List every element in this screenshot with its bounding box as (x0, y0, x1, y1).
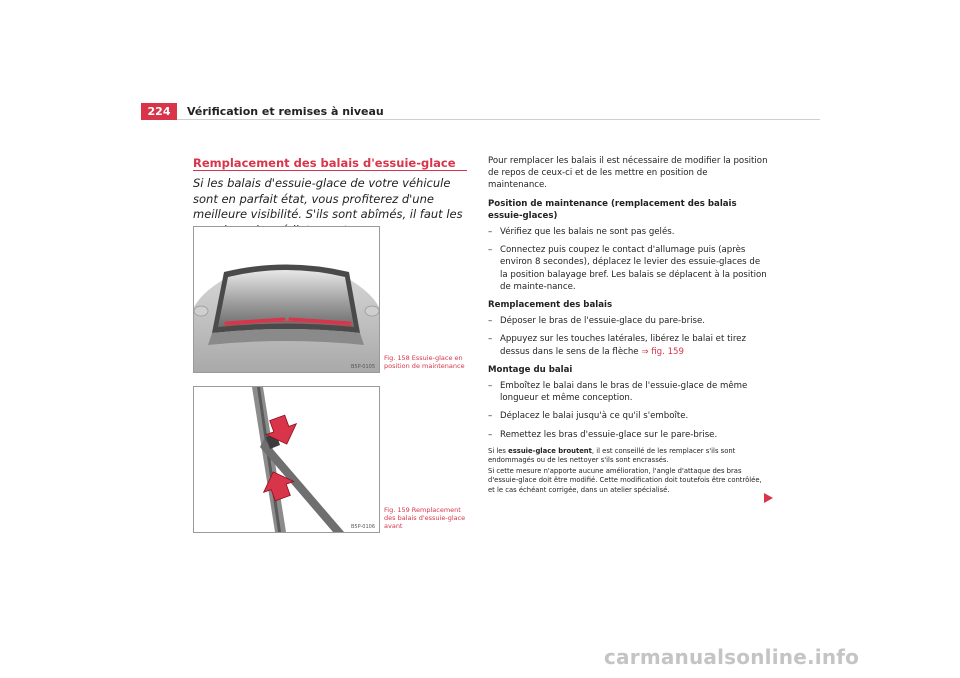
page-number: 224 (141, 103, 177, 120)
notes (488, 447, 768, 496)
figure-code: B5P-0106 (350, 524, 375, 530)
replacement-heading: Remplacement des balais (488, 300, 613, 311)
list-item: – Appuyez sur les touches latérales, libérez le balai et tirez dessus dans le sens de la flèche ⇒ fig. 159 (488, 334, 746, 357)
list-item: – Déposer le bras de l'essuie-glace du pare-brise. (488, 316, 706, 327)
wiper-blade-illustration (194, 387, 379, 532)
section-heading: Remplacement des balais d'essuie-glace (193, 156, 456, 170)
figure-link[interactable]: ⇒ fig. 159 (641, 346, 684, 357)
maintenance-heading: Position de maintenance (remplacement des balais essuie-glaces) (488, 198, 737, 221)
header-rule (177, 119, 820, 120)
list-item: – Remettez les bras d'essuie-glace sur le pare-brise. (488, 429, 718, 440)
list-item: – Connectez puis coupez le contact d'allumage puis (après environ 8 secondes), déplacez le levier des essuie-glaces de la position balayage bref. Les balais se déplacent à la position de mainte-nance. (488, 245, 767, 292)
list-item: – Vérifiez que les balais ne sont pas gelés. (488, 227, 675, 238)
running-title: Vérification et remises à niveau (187, 105, 384, 118)
instructions-column (488, 155, 768, 496)
car-front-illustration (194, 227, 379, 372)
figure-code: B5P-0105 (350, 364, 375, 370)
figure-158-caption: Fig. 158 Essuie-glace en position de maintenance (384, 354, 465, 370)
figure-159 (193, 386, 380, 533)
mounting-heading: Montage du balai (488, 364, 573, 375)
figure-159-caption: Fig. 159 Remplacement des balais d'essuie-glace avant (384, 506, 466, 530)
list-item: – Déplacez le balai jusqu'à ce qu'il s'emboîte. (488, 411, 689, 422)
note-2: Si cette mesure n'apporte aucune amélioration, l'angle d'attaque des bras d'essuie-glace doit être modifié. Cette modification doit toutefois être contrôlée, et le cas échéant corrigée, dans un atelier spécialisé. (488, 466, 762, 494)
lead-paragraph: Pour remplacer les balais il est nécessaire de modifier la position de repos de ceux-ci et de les mettre en position de maintenance. (488, 156, 768, 191)
note-1: Si les essuie-glace broutent, il est conseillé de les remplacer s'ils sont endommagés ou de les nettoyer s'ils sont encrassés. (488, 446, 736, 465)
figure-158 (193, 226, 380, 373)
list-item: – Emboîtez le balai dans le bras de l'essuie-glace de même longueur et même conception. (488, 381, 748, 404)
next-page-arrow-icon[interactable] (764, 493, 773, 503)
section-intro: Si les balais d'essuie-glace de votre véhicule sont en parfait état, vous profiterez d'une meilleure visibilité. S'ils sont abîmés, il faut les (193, 176, 463, 221)
section-rule (193, 170, 467, 171)
watermark: carmanualsonline.info (604, 645, 860, 669)
